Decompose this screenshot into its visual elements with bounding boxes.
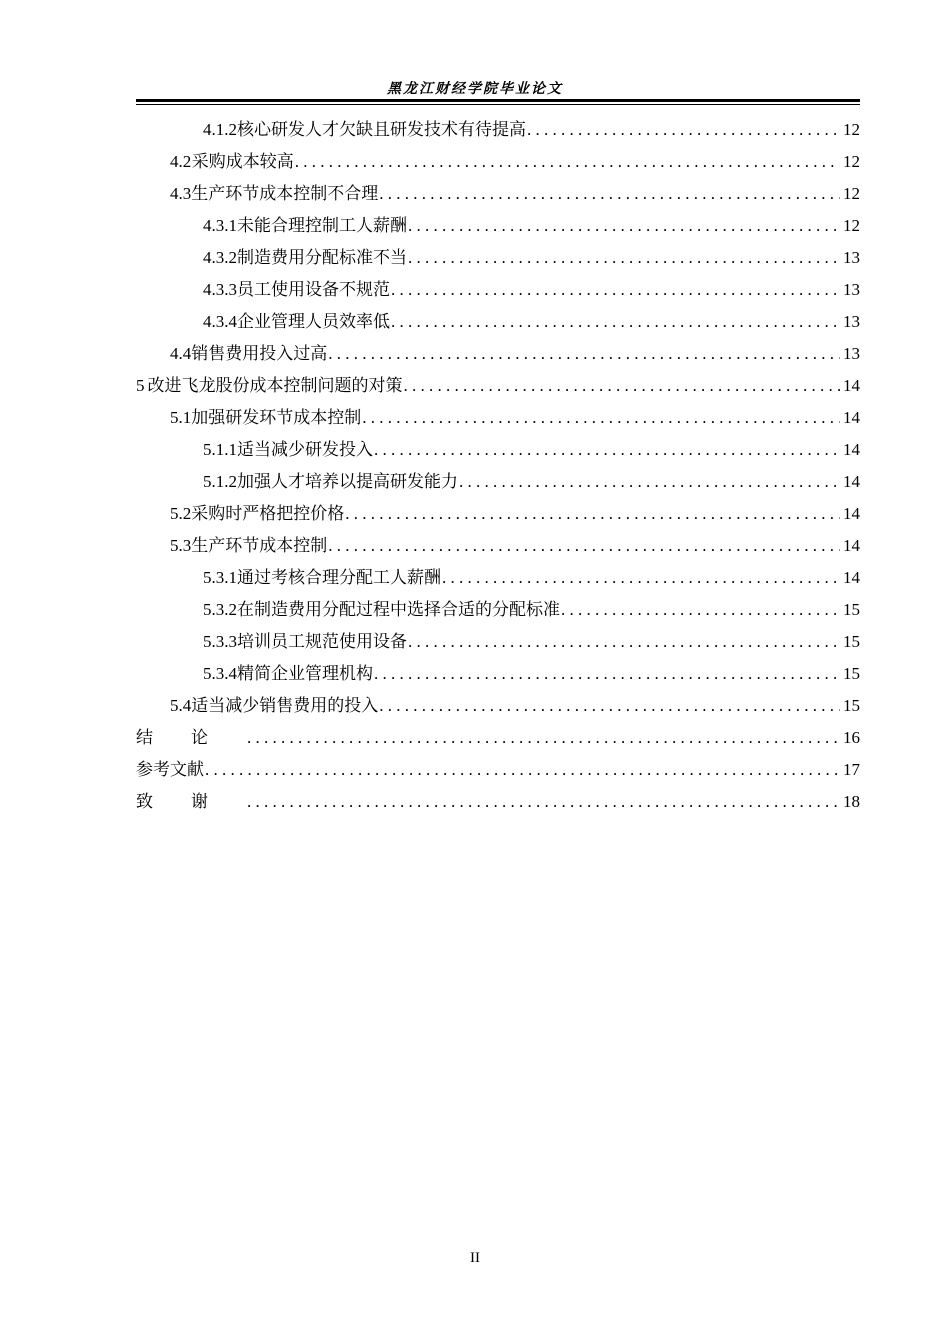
toc-dot-leader	[373, 658, 840, 690]
toc-entry-title: 制造费用分配标准不当	[237, 248, 407, 267]
toc-entry-page: 12	[843, 216, 860, 235]
toc-entry-title: 销售费用投入过高	[191, 344, 328, 363]
toc-entry[interactable]	[136, 498, 860, 530]
toc-entry-number: 5.3.2	[203, 600, 237, 619]
toc-entry-number: 4.3.1	[203, 216, 237, 235]
toc-entry[interactable]	[136, 626, 860, 658]
toc-entry-title: 生产环节成本控制不合理	[191, 184, 379, 203]
toc-entry-page: 14	[843, 536, 860, 555]
toc-entry-page: 14	[843, 440, 860, 459]
toc-entry-title: 改进飞龙股份成本控制问题的对策	[147, 376, 403, 395]
toc-entry-number: 5.1	[170, 408, 192, 427]
toc-dot-leader	[246, 786, 840, 818]
toc-dot-leader	[327, 530, 840, 562]
toc-entry-page: 14	[843, 504, 860, 523]
toc-entry-title: 通过考核合理分配工人薪酬	[237, 568, 441, 587]
toc-dot-leader	[246, 722, 840, 754]
toc-entry-page: 15	[843, 632, 860, 651]
toc-entry[interactable]	[136, 562, 860, 594]
toc-entry-page: 12	[843, 184, 860, 203]
toc-entry-title: 参考文献	[136, 760, 204, 779]
toc-entry[interactable]	[136, 146, 860, 178]
toc-entry-number: 5.3	[170, 536, 192, 555]
toc-entry[interactable]	[136, 178, 860, 210]
toc-dot-leader	[407, 626, 840, 658]
page-number: II	[470, 1250, 480, 1266]
toc-entry-page: 17	[843, 760, 860, 779]
toc-dot-leader	[390, 274, 840, 306]
table-of-contents	[136, 114, 860, 818]
toc-dot-leader	[441, 562, 840, 594]
toc-entry-page: 13	[843, 344, 860, 363]
toc-entry-title: 加强研发环节成本控制	[191, 408, 362, 427]
toc-entry-number: 4.3.2	[203, 248, 237, 267]
toc-entry-title: 培训员工规范使用设备	[237, 632, 407, 651]
header-rule-thick	[136, 99, 860, 102]
toc-entry-page: 13	[843, 280, 860, 299]
toc-entry-number: 4.2	[170, 152, 192, 171]
toc-entry-number: 5.1.1	[203, 440, 237, 459]
toc-dot-leader	[458, 466, 840, 498]
toc-entry-number: 5.4	[170, 696, 192, 715]
toc-entry-title: 在制造费用分配过程中选择合适的分配标准	[237, 600, 560, 619]
toc-entry[interactable]	[136, 370, 860, 402]
toc-entry-title: 采购成本较高	[191, 152, 294, 171]
toc-dot-leader	[378, 178, 840, 210]
toc-entry-title: 生产环节成本控制	[191, 536, 328, 555]
toc-entry[interactable]	[136, 722, 860, 754]
toc-entry-number: 4.1.2	[203, 120, 237, 139]
toc-entry-page: 14	[843, 568, 860, 587]
toc-entry-page: 12	[843, 120, 860, 139]
toc-dot-leader	[344, 498, 840, 530]
toc-entry-title: 适当减少研发投入	[237, 440, 373, 459]
toc-entry-number: 5.3.4	[203, 664, 237, 683]
toc-entry-title: 致谢	[136, 792, 246, 811]
toc-dot-leader	[526, 114, 840, 146]
toc-entry-title: 适当减少销售费用的投入	[191, 696, 379, 715]
toc-entry-title: 结论	[136, 728, 246, 747]
toc-entry[interactable]	[136, 754, 860, 786]
toc-entry[interactable]	[136, 274, 860, 306]
toc-entry-page: 16	[843, 728, 860, 747]
toc-dot-leader	[327, 338, 840, 370]
toc-dot-leader	[407, 242, 840, 274]
toc-entry-page: 14	[843, 408, 860, 427]
toc-entry[interactable]	[136, 466, 860, 498]
toc-entry-page: 14	[843, 472, 860, 491]
toc-entry-title: 核心研发人才欠缺且研发技术有待提高	[237, 120, 526, 139]
toc-entry-page: 18	[843, 792, 860, 811]
toc-entry-page: 12	[843, 152, 860, 171]
toc-dot-leader	[560, 594, 840, 626]
toc-dot-leader	[403, 370, 841, 402]
toc-entry-number: 4.4	[170, 344, 192, 363]
toc-entry[interactable]	[136, 786, 860, 818]
header-rule-thin	[136, 104, 860, 105]
toc-entry-page: 15	[843, 600, 860, 619]
toc-dot-leader	[378, 690, 840, 722]
toc-entry-page: 15	[843, 664, 860, 683]
toc-entry-number: 5.3.3	[203, 632, 237, 651]
toc-entry[interactable]	[136, 402, 860, 434]
toc-entry-number: 4.3.3	[203, 280, 237, 299]
toc-entry-page: 13	[843, 248, 860, 267]
toc-entry-title: 员工使用设备不规范	[237, 280, 390, 299]
toc-entry-page: 14	[843, 376, 860, 395]
toc-entry-title: 企业管理人员效率低	[237, 312, 390, 331]
toc-entry-page: 13	[843, 312, 860, 331]
toc-entry[interactable]	[136, 210, 860, 242]
toc-entry[interactable]	[136, 434, 860, 466]
toc-dot-leader	[390, 306, 840, 338]
toc-entry-number: 5.2	[170, 504, 192, 523]
toc-entry-title: 采购时严格把控价格	[191, 504, 345, 523]
toc-dot-leader	[204, 754, 840, 786]
toc-entry[interactable]	[136, 530, 860, 562]
toc-entry[interactable]	[136, 594, 860, 626]
toc-entry-number: 5.1.2	[203, 472, 237, 491]
toc-dot-leader	[361, 402, 840, 434]
toc-dot-leader	[373, 434, 840, 466]
toc-entry[interactable]	[136, 114, 860, 146]
toc-dot-leader	[294, 146, 840, 178]
toc-entry[interactable]	[136, 306, 860, 338]
toc-dot-leader	[407, 210, 840, 242]
toc-entry-number: 4.3.4	[203, 312, 237, 331]
toc-entry[interactable]	[136, 338, 860, 370]
toc-entry-page: 15	[843, 696, 860, 715]
toc-entry[interactable]	[136, 658, 860, 690]
toc-entry-number: 4.3	[170, 184, 192, 203]
toc-entry[interactable]	[136, 690, 860, 722]
toc-entry-number: 5.3.1	[203, 568, 237, 587]
toc-entry-number: 5	[136, 376, 145, 395]
toc-entry-title: 精简企业管理机构	[237, 664, 373, 683]
page-header-title: 黑龙江财经学院毕业论文	[387, 81, 563, 97]
toc-entry-title: 加强人才培养以提高研发能力	[237, 472, 458, 491]
toc-entry[interactable]	[136, 242, 860, 274]
toc-entry-title: 未能合理控制工人薪酬	[237, 216, 407, 235]
